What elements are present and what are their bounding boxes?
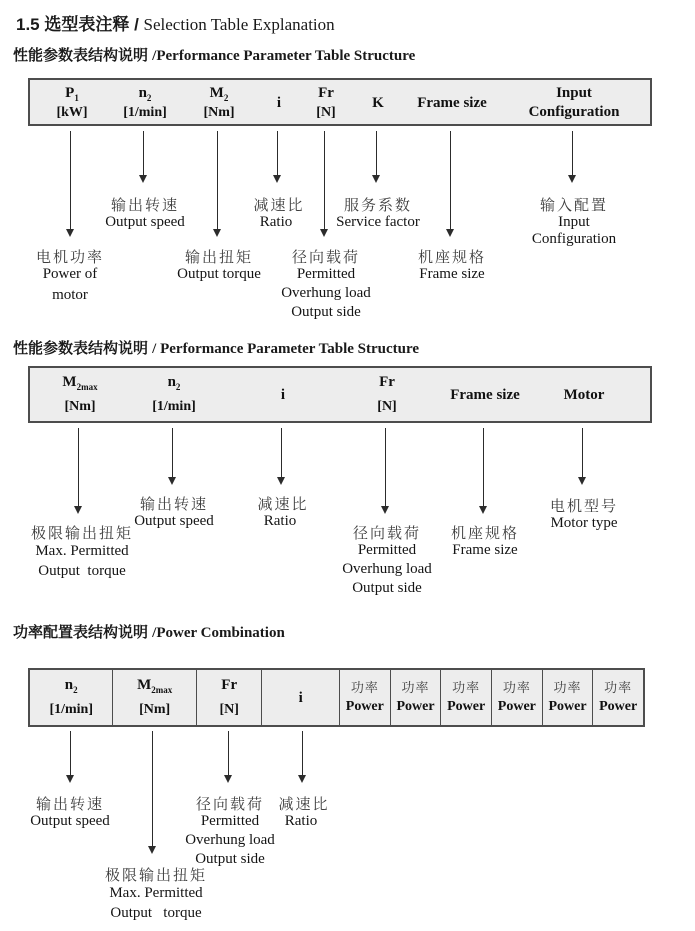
arrow-frame-size <box>483 428 484 506</box>
table3-col-n2: $n_2$ [1/min] <box>30 670 113 725</box>
callout-overhung-zh: 径向载荷 <box>291 249 361 266</box>
table3-col-power-6: 功率 Power <box>599 680 638 714</box>
callout-m2max-zh: 极限输出扭矩 <box>30 525 134 542</box>
callout-ratio-zh: 减速比 <box>278 796 330 813</box>
arrow-overhung-load <box>324 131 325 229</box>
callout-m2max-en1: Max. Permitted <box>35 543 129 559</box>
table2-col-fr: Fr [N] <box>377 374 397 414</box>
section2-heading <box>13 337 419 358</box>
callout-frame-zh: 机座规格 <box>450 525 520 542</box>
table1-col-p1: $P_1$ [kW] <box>56 85 88 120</box>
page-title-zh: 1.5 选型表注释 / <box>16 15 144 34</box>
arrow-ratio <box>302 731 303 775</box>
callout-motor-zh: 电机型号 <box>549 498 619 515</box>
page-title <box>16 10 335 35</box>
table2-col-motor: Motor <box>563 387 605 403</box>
callout-m2max-en2: Output torque <box>110 905 202 921</box>
table3-col-fr: Fr [N] <box>197 670 263 725</box>
arrow-input-configuration <box>572 131 573 175</box>
callout-overhung-en3: Output side <box>352 580 422 596</box>
section1-heading <box>13 44 415 65</box>
arrow-overhung-load <box>385 428 386 506</box>
table3-col-m2max: $M_{2max}$ [Nm] <box>113 670 196 725</box>
table1-col-frame-size: Frame size <box>417 95 487 111</box>
callout-ratio-en1: Ratio <box>263 513 297 529</box>
callout-input-en2: Configuration <box>531 231 617 247</box>
arrow-output-speed <box>172 428 173 477</box>
table3-col-i: i <box>262 670 340 725</box>
arrow-max-output-torque <box>152 731 153 846</box>
callout-input-en1: Input <box>558 214 590 230</box>
callout-overhung-zh: 径向载荷 <box>195 796 265 813</box>
callout-speed-zh: 输出转速 <box>110 197 180 214</box>
section3-heading-en: /Power Combination <box>152 625 285 641</box>
callout-ratio-en1: Ratio <box>259 214 293 230</box>
table1-header <box>28 78 652 126</box>
table1-col-fr: Fr [N] <box>316 85 336 120</box>
table3-col-power-2: 功率 Power <box>391 670 442 725</box>
callout-overhung-en2: Overhung load <box>281 285 371 301</box>
arrow-output-speed <box>70 731 71 775</box>
callout-speed-en1: Output speed <box>105 214 185 230</box>
callout-frame-zh: 机座规格 <box>417 249 487 266</box>
table2-col-m2max: $M_{2max}$ [Nm] <box>62 374 98 414</box>
arrow-ratio <box>281 428 282 477</box>
arrow-max-output-torque <box>78 428 79 506</box>
callout-service-zh: 服务系数 <box>343 197 413 214</box>
callout-torque-en1: Output torque <box>177 266 261 282</box>
callout-overhung-zh: 径向载荷 <box>352 525 422 542</box>
table1-col-n2: $n_2$ [1/min] <box>123 85 167 120</box>
callout-ratio-en1: Ratio <box>284 813 318 829</box>
callout-power-en1: Power of <box>42 266 98 282</box>
callout-ratio-zh: 减速比 <box>257 496 309 513</box>
table3-col-power-3: 功率 Power <box>441 670 492 725</box>
section1-heading-zh: 性能参数表结构说明 <box>13 47 153 64</box>
callout-service-en1: Service factor <box>336 214 420 230</box>
table1-col-m2: $M_2$ [Nm] <box>203 85 235 120</box>
table1-col-i: i <box>276 95 282 111</box>
arrow-frame-size <box>450 131 451 229</box>
callout-overhung-en3: Output side <box>291 304 361 320</box>
table3-col-power-4: 功率 Power <box>492 670 543 725</box>
table2-col-frame-size: Frame size <box>450 387 520 403</box>
callout-power-zh: 电机功率 <box>35 249 105 266</box>
section2-heading-zh: 性能参数表结构说明 <box>13 340 153 357</box>
arrow-output-torque <box>217 131 218 229</box>
callout-m2max-en1: Max. Permitted <box>109 885 203 901</box>
callout-overhung-en2: Overhung load <box>342 561 432 577</box>
callout-frame-en1: Frame size <box>452 542 518 558</box>
callout-motor-en1: Motor type <box>550 515 618 531</box>
section3-heading <box>13 621 285 642</box>
callout-speed-zh: 输出转速 <box>139 496 209 513</box>
callout-m2max-zh: 极限输出扭矩 <box>104 867 208 884</box>
callout-overhung-en3: Output side <box>195 851 265 867</box>
callout-speed-zh: 输出转速 <box>35 796 105 813</box>
section3-heading-zh: 功率配置表结构说明 <box>13 624 153 641</box>
table1-col-input-configuration: Input Configuration <box>528 85 620 120</box>
section1-heading-en: /Performance Parameter Table Structure <box>152 48 416 64</box>
arrow-overhung-load <box>228 731 229 775</box>
table2-header <box>28 366 652 423</box>
callout-power-en2: motor <box>52 287 88 303</box>
table2-col-n2: $n_2$ [1/min] <box>152 374 196 414</box>
table1-col-k: K <box>372 95 384 111</box>
callout-input-zh: 输入配置 <box>539 197 609 214</box>
callout-speed-en1: Output speed <box>30 813 110 829</box>
arrow-power-of-motor <box>70 131 71 229</box>
callout-ratio-zh: 减速比 <box>253 197 305 214</box>
callout-speed-en1: Output speed <box>134 513 214 529</box>
arrow-service-factor <box>376 131 377 175</box>
callout-overhung-en1: Permitted <box>200 813 260 829</box>
table3-header <box>28 668 645 727</box>
table2-col-i: i <box>280 387 286 403</box>
page-title-en: Selection Table Explanation <box>143 15 335 34</box>
callout-overhung-en2: Overhung load <box>185 832 275 848</box>
arrow-ratio <box>277 131 278 175</box>
arrow-motor-type <box>582 428 583 477</box>
callout-frame-en1: Frame size <box>419 266 485 282</box>
section2-heading-en: / Performance Parameter Table Structure <box>152 341 420 357</box>
callout-m2max-en2: Output torque <box>38 563 126 579</box>
table3-col-power-5: 功率 Power <box>543 670 594 725</box>
callout-overhung-en1: Permitted <box>357 542 417 558</box>
table3-col-power-1: 功率 Power <box>340 670 391 725</box>
arrow-output-speed <box>143 131 144 175</box>
callout-overhung-en1: Permitted <box>296 266 356 282</box>
callout-torque-zh: 输出扭矩 <box>184 249 254 266</box>
